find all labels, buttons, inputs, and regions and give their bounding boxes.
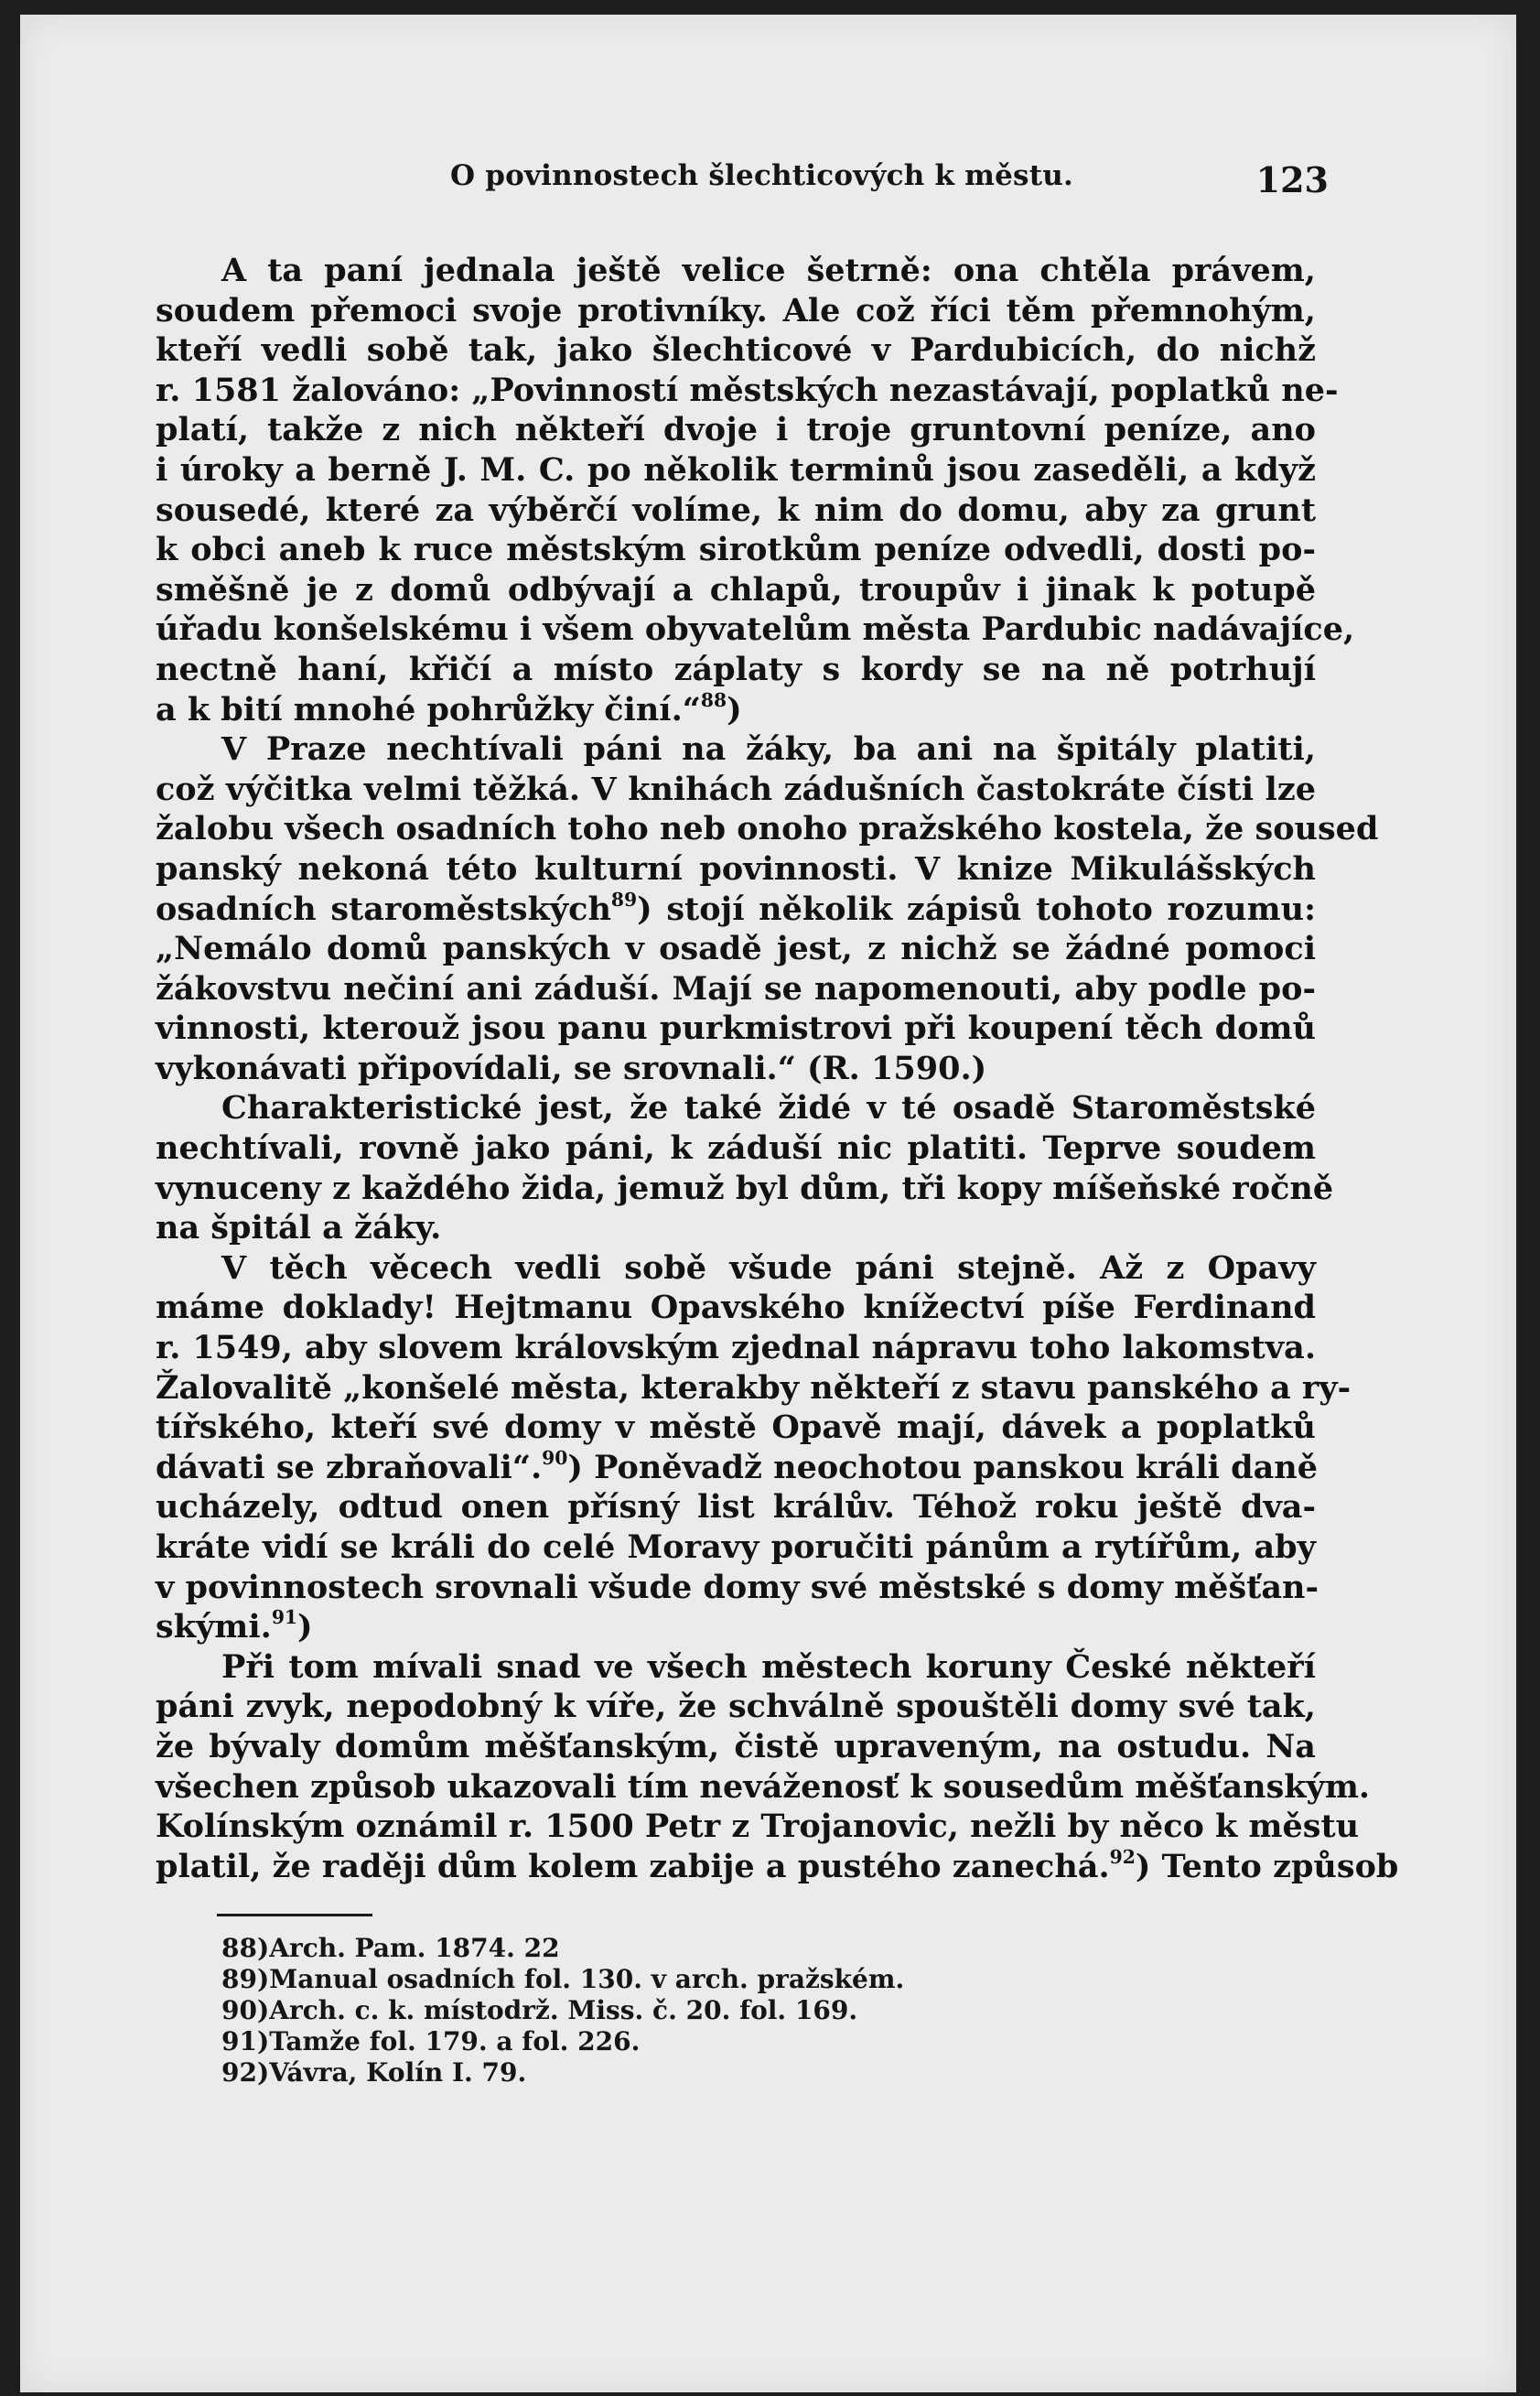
footnotes — [221, 1933, 1045, 2088]
line-text: kráte vidí se králi do celé Moravy poručiti pánům a rytířům, aby — [156, 1528, 1316, 1566]
line-text: k obci aneb k ruce městským sirotkům peníze odvedli, dosti po- — [156, 531, 1316, 569]
line-text: páni zvyk, nepodobný k víře, že schválně spouštěli domy své tak, — [156, 1688, 1316, 1726]
page-header — [450, 159, 1329, 200]
text-line — [156, 650, 1316, 690]
text-line — [156, 1687, 1316, 1727]
line-text: směšně je z domů odbývají a chlapů, troupův i jinak k potupě — [156, 570, 1316, 609]
line-text: že bývaly domům měšťanským, čistě upraveným, na ostudu. Na — [156, 1727, 1316, 1765]
footnote — [221, 1964, 1045, 1995]
text-line — [156, 330, 1316, 371]
line-text: osadních staroměstských — [156, 890, 611, 928]
text-line — [156, 1049, 1316, 1089]
line-text: žákovstvu nečiní ani záduší. Mají se napomenouti, aby podle po- — [156, 969, 1316, 1008]
line-text: kteří vedli sobě tak, jako šlechticové v Pardubicích, do nichž — [156, 331, 1316, 370]
text-line — [156, 1767, 1371, 1808]
text-line — [156, 969, 1316, 1009]
text-line — [156, 570, 1316, 610]
footnote-mark: 90) — [221, 1995, 270, 2025]
line-text: panský nekoná této kulturní povinnosti. V knize Mikulášských — [156, 849, 1316, 888]
footnote-text: Manual osadních fol. 130. v arch. pražském. — [269, 1964, 905, 1994]
text-line — [156, 1288, 1316, 1328]
line-text: r. 1549, aby slovem královským zjednal nápravu toho lakomstva. — [156, 1329, 1316, 1367]
text-line — [156, 1607, 1316, 1647]
text-line — [156, 1527, 1316, 1568]
footnote-reference: 88 — [700, 688, 727, 711]
text-line — [156, 690, 1316, 730]
text-line — [156, 809, 1379, 849]
line-text: Při tom mívali snad ve všech městech koruny České někteří — [221, 1647, 1316, 1686]
line-text: V Praze nechtívali páni na žáky, ba ani na špitály platiti, — [221, 730, 1316, 769]
footnote — [221, 2026, 1045, 2057]
line-text: vynuceny z každého žida, jemuž byl dům, tři kopy míšeňské ročně — [156, 1169, 1334, 1207]
line-text: A ta paní jednala ještě velice šetrně: ona chtěla právem, — [221, 252, 1316, 289]
footnote-text: Arch. c. k. místodrž. Miss. č. 20. fol. 169. — [269, 1995, 858, 2025]
line-text-continued: ) Tento způsob — [1135, 1847, 1399, 1885]
text-line — [156, 450, 1316, 491]
text-line — [156, 491, 1316, 531]
text-line — [156, 1248, 1316, 1289]
line-text-continued: ) — [297, 1608, 313, 1646]
line-text-continued: ) — [727, 690, 742, 729]
footnote-mark: 91) — [221, 2026, 270, 2056]
line-text: vinnosti, kterouž jsou panu purkmistrovi při koupení těch domů — [156, 1009, 1316, 1048]
body-text — [156, 251, 1399, 1886]
footnote-mark: 92) — [221, 2057, 270, 2088]
line-text-continued: ) Poněvadž neochotou panskou králi daně — [567, 1448, 1318, 1486]
line-text: platil, že raději dům kolem zabije a pustého zanechá. — [156, 1847, 1110, 1885]
text-line — [156, 1088, 1316, 1128]
text-line — [156, 1647, 1316, 1688]
line-text: a k bití mnohé pohrůžky činí.“ — [156, 690, 701, 729]
footnote-text: Vávra, Kolín I. 79. — [269, 2057, 527, 2088]
page-number: 123 — [1255, 159, 1329, 200]
line-text: skými. — [156, 1608, 272, 1646]
line-text: nectně haní, křičí a místo záplaty s kordy se na ně potrhují — [156, 650, 1316, 688]
text-line — [156, 1727, 1316, 1767]
footnote — [221, 2057, 1045, 2088]
line-text: „Nemálo domů panských v osadě jest, z nichž se žádné pomoci — [156, 930, 1316, 968]
line-text: všechen způsob ukazovali tím neváženosť k sousedům měšťanským. — [156, 1767, 1371, 1806]
text-line — [156, 291, 1316, 331]
line-text: vykonávati připovídali, se srovnali.“ (R. 1590.) — [156, 1049, 987, 1087]
line-text: což výčitka velmi těžká. V knihách zádušních častokráte čísti lze — [156, 770, 1316, 808]
text-line — [156, 1408, 1316, 1448]
footnote-mark: 88) — [221, 1933, 270, 1963]
line-text-continued: ) stojí několik zápisů tohoto rozumu: — [637, 890, 1317, 928]
line-text: i úroky a berně J. M. C. po několik terminů jsou zaseděli, a když — [156, 450, 1316, 489]
line-text: na špitál a žáky. — [156, 1209, 442, 1247]
line-text: platí, takže z nich někteří dvoje i troje gruntovní peníze, ano — [156, 411, 1316, 449]
line-text: úřadu konšelskému i všem obyvatelům města Pardubic nadávajíce, — [156, 610, 1355, 649]
footnote-text: Tamže fol. 179. a fol. 226. — [269, 2026, 641, 2056]
text-line — [156, 1208, 1316, 1248]
running-title: O povinnostech šlechticových k městu. — [450, 159, 1073, 192]
text-line — [156, 1128, 1316, 1169]
text-line — [156, 1845, 1399, 1887]
line-text: máme doklady! Hejtmanu Opavského knížectví píše Ferdinand — [156, 1289, 1316, 1327]
text-line — [156, 929, 1316, 969]
text-line — [156, 729, 1316, 770]
text-line — [156, 610, 1355, 650]
footnote-reference: 89 — [610, 888, 638, 911]
text-line — [156, 1368, 1352, 1408]
text-line — [156, 1807, 1360, 1847]
text-line — [156, 530, 1316, 570]
text-line — [156, 1169, 1334, 1209]
line-text: r. 1581 žalováno: „Povinností městských nezastávají, poplatků ne- — [156, 371, 1339, 409]
line-text: nechtívali, rovně jako páni, k záduší nic platiti. Teprve soudem — [156, 1129, 1316, 1168]
line-text: ucházely, odtud onen přísný list králův. Téhož roku ještě dva- — [156, 1488, 1316, 1527]
footnote-mark: 89) — [221, 1964, 270, 1994]
text-line — [156, 1328, 1316, 1368]
footnote-reference: 92 — [1109, 1845, 1136, 1868]
text-line — [156, 1568, 1319, 1608]
text-line — [156, 1009, 1316, 1049]
text-line — [156, 410, 1316, 450]
line-text: dávati se zbraňovali“. — [156, 1448, 543, 1486]
text-line — [156, 371, 1339, 411]
footnote-separator — [217, 1914, 372, 1916]
text-line — [156, 890, 1316, 930]
line-text: tířského, kteří své domy v městě Opavě mají, dávek a poplatků — [156, 1408, 1316, 1447]
footnote-reference: 91 — [271, 1605, 298, 1628]
line-text: sousedé, které za výběrčí volíme, k nim do domu, aby za grunt — [156, 491, 1316, 529]
line-text: V těch věcech vedli sobě všude páni stejně. Až z Opavy — [221, 1248, 1316, 1287]
footnote-text: Arch. Pam. 1874. 22 — [269, 1933, 560, 1963]
text-line — [156, 251, 1316, 291]
text-line — [156, 1487, 1316, 1527]
text-line — [156, 849, 1316, 890]
line-text: v povinnostech srovnali všude domy své městské s domy měšťan- — [156, 1568, 1319, 1606]
text-line — [156, 770, 1316, 810]
line-text: Charakteristické jest, že také židé v té osadě Staroměstské — [221, 1089, 1316, 1128]
book-page — [20, 15, 1516, 2392]
line-text: Kolínským oznámil r. 1500 Petr z Trojanovic, nežli by něco k městu — [156, 1808, 1360, 1846]
line-text: Žalovalitě „konšelé města, kterakby někteří z stavu panského a ry- — [156, 1368, 1352, 1407]
footnote — [221, 1933, 1045, 1964]
line-text: soudem přemoci svoje protivníky. Ale což říci těm přemnohým, — [156, 291, 1316, 329]
line-text: žalobu všech osadních toho neb onoho pražského kostela, že soused — [156, 810, 1379, 848]
footnote-reference: 90 — [542, 1446, 568, 1469]
footnote — [221, 1995, 1045, 2026]
text-line — [156, 1448, 1316, 1488]
